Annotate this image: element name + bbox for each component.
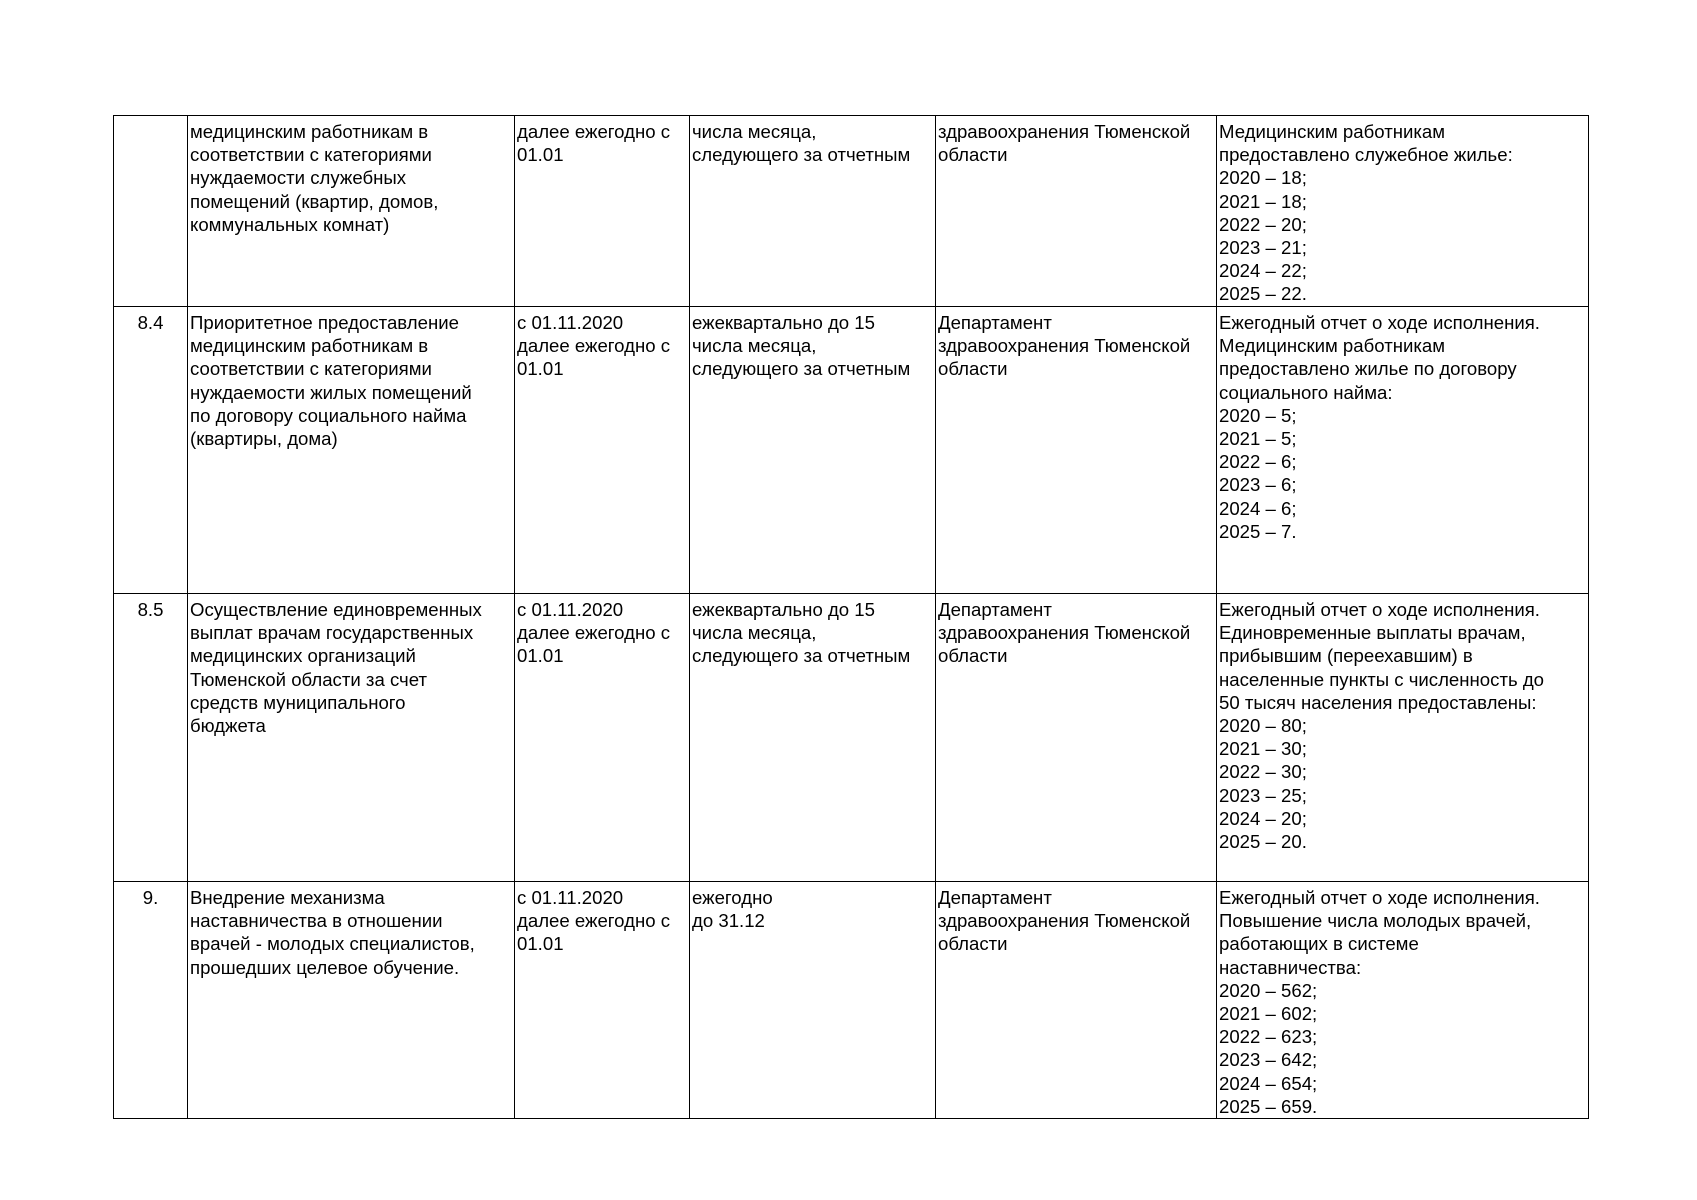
responsible-cell <box>936 882 1217 1119</box>
period-cell <box>515 882 690 1119</box>
result-line: Медицинским работникам <box>1219 121 1446 142</box>
result-line: 2024 – 654; <box>1219 1072 1318 1094</box>
result-cell <box>1217 116 1589 307</box>
action-text: Внедрение механизма наставничества в отношении врачей - молодых специалистов, прошедших целевое обучение. <box>190 887 475 978</box>
result-line: 2022 – 30; <box>1219 761 1307 783</box>
result-line: 2024 – 22; <box>1219 260 1307 282</box>
result-line: 2022 – 623; <box>1219 1026 1318 1048</box>
result-cell <box>1217 594 1589 882</box>
result-line: наставничества: <box>1219 956 1362 978</box>
action-cell <box>188 116 515 307</box>
result-line: населенные пункты с численность до <box>1219 668 1545 690</box>
result-cell <box>1217 882 1589 1119</box>
result-line: Единовременные выплаты врачам, <box>1219 622 1526 644</box>
result-line: 2022 – 6; <box>1219 451 1297 473</box>
result-cell <box>1217 307 1589 594</box>
result-line: Ежегодный отчет о ходе исполнения. <box>1219 599 1540 620</box>
row-number-cell <box>114 882 188 1119</box>
table-row <box>114 116 1589 307</box>
result-line: 2020 – 562; <box>1219 979 1318 1001</box>
responsible-text: Департамент здравоохранения Тюменской области <box>938 312 1191 380</box>
reporting-cell <box>690 882 936 1119</box>
period-cell <box>515 594 690 882</box>
responsible-text: Департамент здравоохранения Тюменской области <box>938 599 1191 667</box>
period-text: с 01.11.2020 далее ежегодно с 01.01 <box>517 312 671 380</box>
action-text: Осуществление единовременных выплат врачам государственных медицинских организаций Тюменской области за счет средств муниципального бюджета <box>190 599 482 737</box>
result-line: 2023 – 25; <box>1219 784 1307 806</box>
result-line: 2025 – 7. <box>1219 520 1297 542</box>
result-line: 2020 – 80; <box>1219 715 1307 737</box>
table-row <box>114 594 1589 882</box>
result-line: 2021 – 30; <box>1219 738 1307 760</box>
row-number-cell <box>114 116 188 307</box>
result-line: Ежегодный отчет о ходе исполнения. <box>1219 312 1540 333</box>
result-line: 2025 – 22. <box>1219 283 1307 305</box>
result-line: 2025 – 20. <box>1219 831 1307 853</box>
result-line: социального найма: <box>1219 381 1393 403</box>
action-cell <box>188 307 515 594</box>
result-line: Повышение числа молодых врачей, <box>1219 910 1532 932</box>
row-number-cell <box>114 307 188 594</box>
result-line: 2020 – 5; <box>1219 404 1297 426</box>
responsible-cell <box>936 594 1217 882</box>
action-text: медицинским работникам в соответствии с категориями нуждаемости служебных помещений (квартир, домов, коммунальных комнат) <box>190 121 439 235</box>
result-line: 2021 – 5; <box>1219 428 1297 450</box>
period-text: с 01.11.2020 далее ежегодно с 01.01 <box>517 887 671 955</box>
result-line: 2021 – 602; <box>1219 1003 1318 1025</box>
result-line: 2024 – 20; <box>1219 807 1307 829</box>
table-row <box>114 307 1589 594</box>
result-line: 2020 – 18; <box>1219 167 1307 189</box>
responsible-text: здравоохранения Тюменской области <box>938 121 1191 166</box>
result-line: 2023 – 21; <box>1219 237 1307 259</box>
row-number: 9. <box>142 887 159 908</box>
period-cell <box>515 307 690 594</box>
reporting-cell <box>690 116 936 307</box>
result-line: работающих в системе <box>1219 933 1419 955</box>
reporting-cell <box>690 307 936 594</box>
result-line: 2025 – 659. <box>1219 1095 1318 1117</box>
measures-table <box>113 115 1589 1119</box>
result-line: Медицинским работникам <box>1219 335 1446 357</box>
result-line: предоставлено жилье по договору <box>1219 358 1517 380</box>
period-text: далее ежегодно с 01.01 <box>517 121 671 166</box>
result-line: 2022 – 20; <box>1219 213 1307 235</box>
result-line: 2024 – 6; <box>1219 497 1297 519</box>
result-line: Ежегодный отчет о ходе исполнения. <box>1219 887 1540 908</box>
responsible-text: Департамент здравоохранения Тюменской области <box>938 887 1191 955</box>
row-number: 8.5 <box>137 599 164 620</box>
action-cell <box>188 594 515 882</box>
table-row <box>114 882 1589 1119</box>
result-line: прибывшим (переехавшим) в <box>1219 645 1473 667</box>
reporting-text: ежегодно до 31.12 <box>692 887 773 932</box>
responsible-cell <box>936 307 1217 594</box>
reporting-text: ежеквартально до 15 числа месяца, следующего за отчетным <box>692 599 911 667</box>
reporting-text: числа месяца, следующего за отчетным <box>692 121 911 166</box>
row-number-cell <box>114 594 188 882</box>
period-cell <box>515 116 690 307</box>
result-line: 50 тысяч населения предоставлены: <box>1219 691 1537 713</box>
result-line: 2021 – 18; <box>1219 190 1307 212</box>
action-cell <box>188 882 515 1119</box>
result-line: предоставлено служебное жилье: <box>1219 144 1513 166</box>
result-line: 2023 – 642; <box>1219 1049 1318 1071</box>
reporting-cell <box>690 594 936 882</box>
period-text: с 01.11.2020 далее ежегодно с 01.01 <box>517 599 671 667</box>
result-line: 2023 – 6; <box>1219 474 1297 496</box>
responsible-cell <box>936 116 1217 307</box>
row-number: 8.4 <box>137 312 164 333</box>
action-text: Приоритетное предоставление медицинским работникам в соответствии с категориями нуждаемости жилых помещений по договору социального найма (квартиры, дома) <box>190 312 472 450</box>
reporting-text: ежеквартально до 15 числа месяца, следующего за отчетным <box>692 312 911 380</box>
